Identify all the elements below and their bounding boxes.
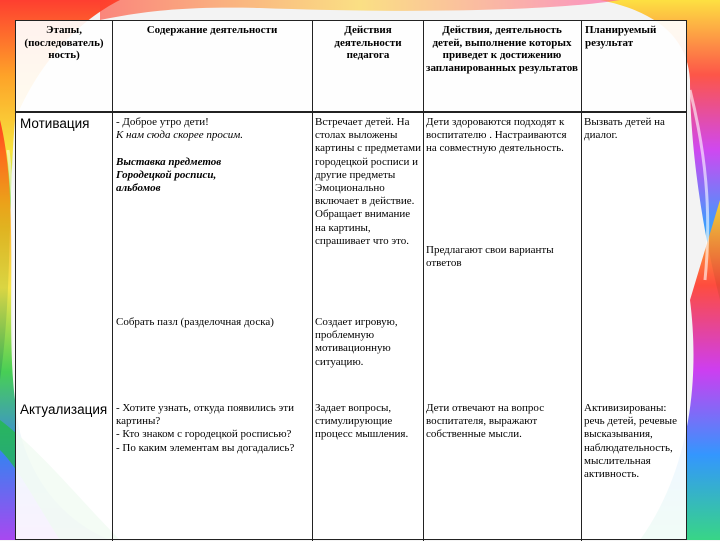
result-actualization: Активизированы: речь детей, речевые высказывания, наблюдательность, мыслительная активность. xyxy=(584,402,677,481)
greeting-line: - Доброе утро дети! xyxy=(116,116,209,128)
children-actions-actualization: Дети отвечают на вопрос воспитателя, выражают собственные мысли. xyxy=(426,402,545,441)
stage-motivation: Мотивация xyxy=(20,116,90,131)
children-actions-motivation: Дети здороваются подходят к воспитателю . Настраиваются на совместную деятельность. xyxy=(426,116,567,155)
teacher-actions-puzzle: Создает игровую, проблемную мотивационную ситуацию. xyxy=(315,316,398,368)
lesson-plan-table xyxy=(15,20,687,540)
header-planned-result: Планируемый результат xyxy=(585,24,657,49)
table-body-row xyxy=(15,112,687,540)
stage-actualization: Актуализация xyxy=(20,402,108,417)
result-motivation: Вызвать детей на диалог. xyxy=(584,116,665,142)
content-greeting xyxy=(116,116,308,142)
content-exhibit: Выставка предметов Городецкой росписи, альбомов xyxy=(116,156,222,195)
header-teacher-actions: Действия деятельности педагога xyxy=(334,24,402,61)
content-puzzle: Собрать пазл (разделочная доска) xyxy=(116,316,274,328)
question-3: - По каким элементам вы догадались? xyxy=(116,441,295,454)
invite-line: К нам сюда скорее просим. xyxy=(116,129,244,142)
teacher-actions-motivation: Встречает детей. На столах выложены картины с предметами городецкой росписи и другие предметы Эмоционально включает в действие. Обращает внимание на картины, спрашивает что это. xyxy=(315,116,422,247)
question-1: - Хотите узнать, откуда появились эти картины? xyxy=(116,402,294,428)
header-content: Содержание деятельности xyxy=(146,24,278,36)
children-actions-variants: Предлагают свои варианты ответов xyxy=(426,244,554,270)
table-header-row xyxy=(15,20,687,112)
header-children-actions: Действия, деятельность детей, выполнение которых приведет к достижению запланированных результатов xyxy=(426,24,578,74)
content-questions xyxy=(116,402,308,455)
teacher-actions-actualization: Задает вопросы, стимулирующие процесс мышления. xyxy=(315,402,409,441)
question-2: - Кто знаком с городецкой росписью? xyxy=(116,428,292,441)
header-stages: Этапы, (последователь) ность) xyxy=(24,24,104,61)
